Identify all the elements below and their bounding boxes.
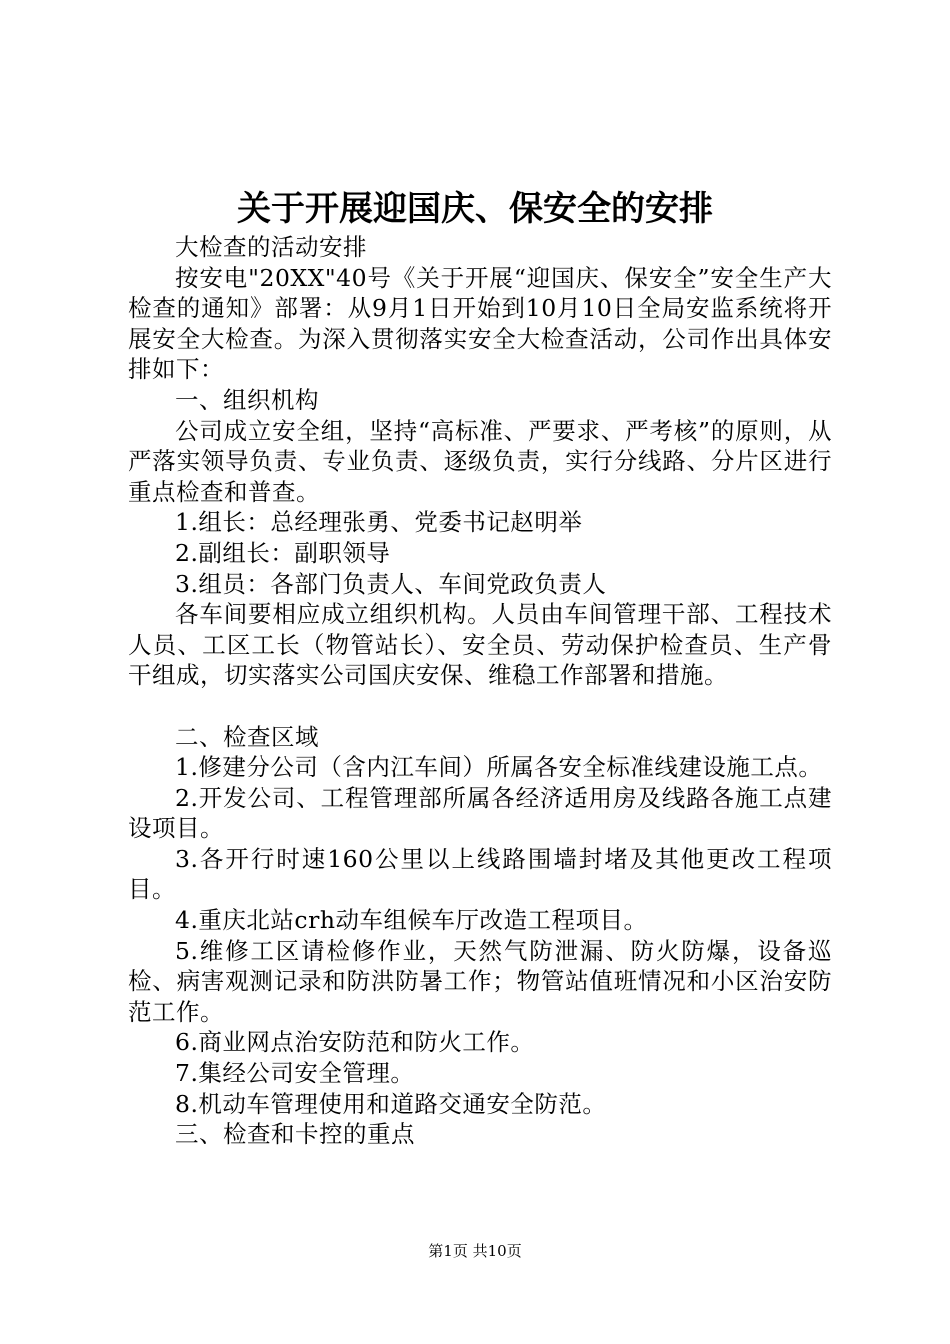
list-item: 2.副组长：副职领导 <box>175 538 391 567</box>
list-item: 3.各开行时速160公里以上线路围墙封堵及其他更改工程项目。 <box>128 844 832 904</box>
document-body <box>128 232 832 1150</box>
list-item: 1.组长：总经理张勇、党委书记赵明举 <box>175 508 583 537</box>
paragraph: 按安电"20XX"40号《关于开展“迎国庆、保安全”安全生产大检查的通知》部署：从9月1日开始到10月10日全局安监系统将开展安全大检查。为深入贯彻落实安全大检查活动，公司作出具体安排如下： <box>128 263 832 384</box>
section-heading: 一、组织机构 <box>175 385 319 414</box>
paragraph: 公司成立安全组，坚持“高标准、严要求、严考核”的原则，从严落实领导负责、专业负责、逐级负责，实行分线路、分片区进行重点检查和普查。 <box>128 416 832 506</box>
page-footer: 第1页 共10页 <box>428 1242 522 1260</box>
list-item: 4.重庆北站crh动车组候车厅改造工程项目。 <box>175 906 648 935</box>
list-item: 2.开发公司、工程管理部所属各经济适用房及线路各施工点建设项目。 <box>128 783 832 843</box>
document-title: 关于开展迎国庆、保安全的安排 <box>237 189 713 229</box>
blank-line <box>128 691 832 722</box>
list-item: 7.集经公司安全管理。 <box>175 1059 415 1088</box>
list-item: 1.修建分公司（含内江车间）所属各安全标准线建设施工点。 <box>175 753 823 782</box>
paragraph: 各车间要相应成立组织机构。人员由车间管理干部、工程技术人员、工区工长（物管站长）、安全员、劳动保护检查员、生产骨干组成，切实落实公司国庆安保、维稳工作部署和措施。 <box>128 600 832 690</box>
list-item: 6.商业网点治安防范和防火工作。 <box>175 1028 535 1057</box>
section-heading: 二、检查区域 <box>175 722 319 751</box>
list-item: 8.机动车管理使用和道路交通安全防范。 <box>175 1089 607 1118</box>
list-item: 3.组员：各部门负责人、车间党政负责人 <box>175 569 607 598</box>
paragraph: 大检查的活动安排 <box>175 233 367 261</box>
section-heading: 三、检查和卡控的重点 <box>175 1120 415 1149</box>
list-item: 5.维修工区请检修作业，天然气防泄漏、防火防爆，设备巡检、病害观测记录和防洪防暑工作；物管站值班情况和小区治安防范工作。 <box>128 936 832 1026</box>
